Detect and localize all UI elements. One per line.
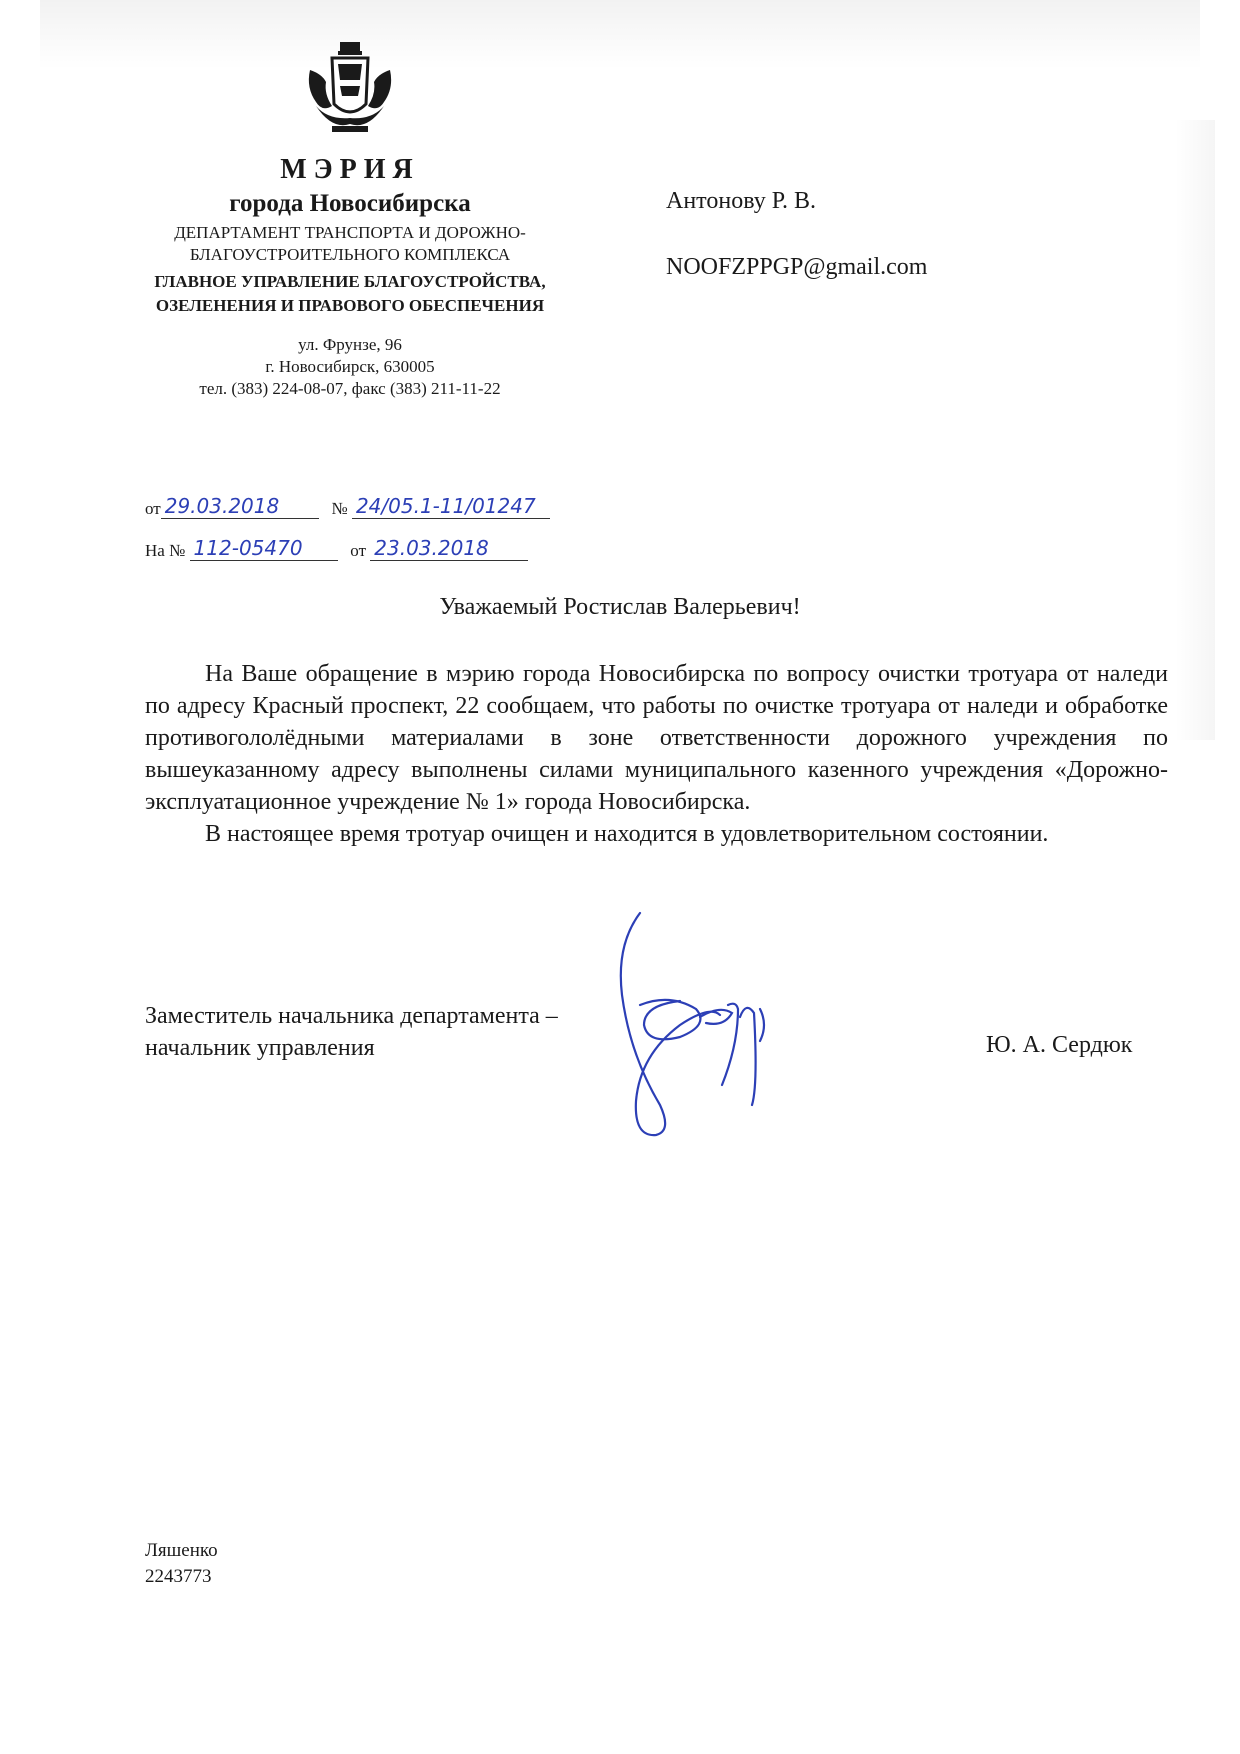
address-block: [130, 334, 570, 400]
signatory-title-line-2: начальник управления: [145, 1035, 375, 1061]
recipient-block: [666, 186, 927, 282]
scan-edge-shadow: [1175, 120, 1215, 740]
department-name: ДЕПАРТАМЕНТ ТРАНСПОРТА И ДОРОЖНО-БЛАГОУСТРОИТЕЛЬНОГО КОМПЛЕКСА: [174, 223, 526, 264]
letterhead: [130, 40, 570, 400]
date-label: от: [145, 499, 161, 518]
signatory-title-line-1: Заместитель начальника департамента –: [145, 1003, 558, 1029]
recipient-email: NOOFZPPGP@gmail.com: [666, 254, 928, 280]
executor-name: Ляшенко: [145, 1540, 218, 1561]
reply-date-label: от: [350, 541, 367, 560]
outgoing-number: 24/05.1-11/01247: [352, 494, 550, 519]
division-name: ГЛАВНОЕ УПРАВЛЕНИЕ БЛАГОУСТРОЙСТВА, ОЗЕЛЕНЕНИЯ И ПРАВОВОГО ОБЕСПЕЧЕНИЯ: [154, 272, 546, 315]
address-street: ул. Фрунзе, 96: [298, 335, 402, 354]
reply-line: [145, 536, 528, 561]
address-city: г. Новосибирск, 630005: [265, 357, 435, 376]
number-label: №: [331, 499, 348, 518]
address-phone: тел. (383) 224-08-07, факс (383) 211-11-22: [199, 379, 501, 398]
letter-body: [145, 658, 1168, 850]
body-paragraph-1: На Ваше обращение в мэрию города Новосибирска по вопросу очистки тротуара от наледи по адресу Красный проспект, 22 сообщаем, что работы по очистке тротуара от наледи и обработке противогололёдными материалами в зоне ответственности дорожного учреждения по вышеуказанному адресу выполнены силами муниципального казенного учреждения «Дорожно-эксплуатационное учреждение № 1» города Новосибирска.: [145, 661, 1168, 815]
body-paragraph-2: В настоящее время тротуар очищен и находится в удовлетворительном состоянии.: [205, 821, 1049, 847]
salutation: Уважаемый Ростислав Валерьевич!: [439, 594, 801, 620]
city-coat-of-arms-icon: [302, 40, 398, 140]
city-name: города Новосибирска: [229, 190, 471, 217]
office-name: МЭРИЯ: [280, 154, 420, 185]
executor-block: [145, 1538, 218, 1590]
signatory-title: [145, 1000, 558, 1064]
reply-to-label: На №: [145, 541, 186, 560]
recipient-name: Антонову Р. В.: [666, 188, 817, 214]
executor-phone: 2243773: [145, 1566, 212, 1587]
signatory-name: Ю. А. Сердюк: [986, 1032, 1133, 1058]
reply-date: 23.03.2018: [370, 536, 528, 561]
reply-to-number: 112-05470: [190, 536, 338, 561]
outgoing-date: 29.03.2018: [161, 494, 319, 519]
handwritten-signature: [600, 905, 850, 1145]
registration-line: [145, 494, 550, 519]
